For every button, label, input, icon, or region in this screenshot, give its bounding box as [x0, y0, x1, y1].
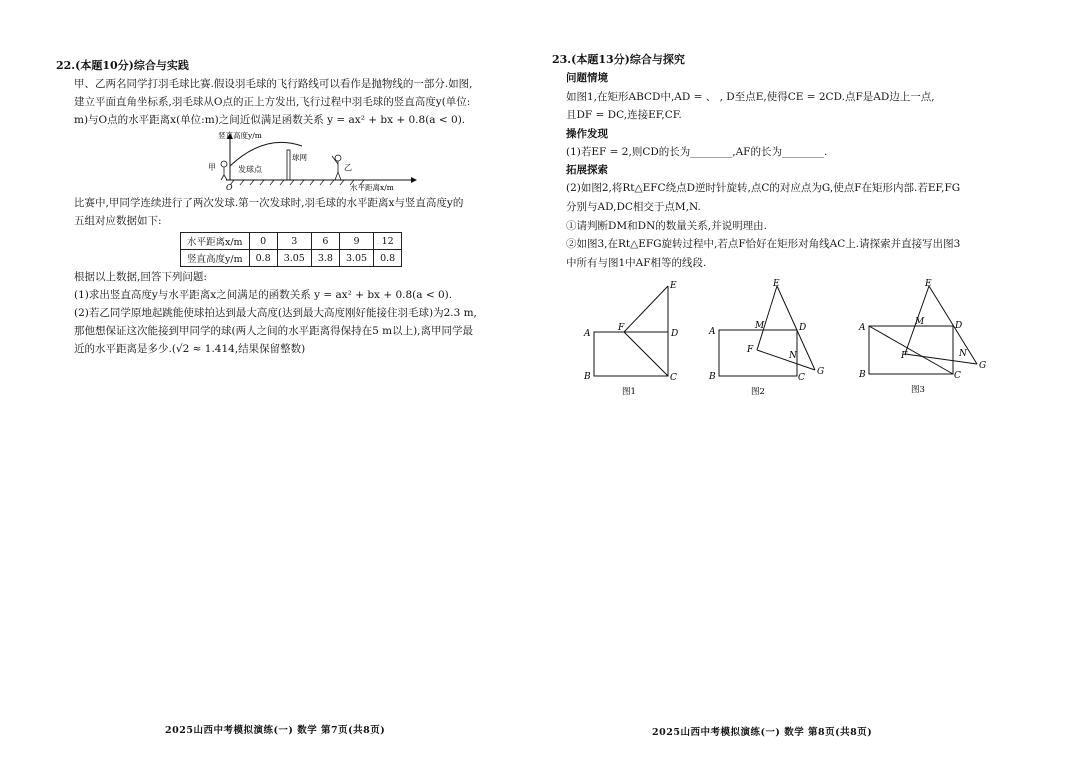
q23-para: 分别与AD,DC相交于点M,N.	[566, 201, 701, 213]
point-F: F	[747, 345, 754, 355]
table-cell: 9	[339, 233, 373, 250]
table-header-cell: 竖直高度y/m	[181, 250, 250, 267]
q22-para: (2)若乙同学原地起跳能使球拍达到最大高度(达到最大高度刚好能接住羽毛球)为2.3 m,	[74, 307, 477, 319]
table-cell: 3.05	[339, 250, 373, 267]
point-C: C	[798, 373, 805, 383]
q22-para: 甲、乙两名同学打羽毛球比赛.假设羽毛球的飞行路线可以看作是抛物线的一部分.如图,	[74, 78, 473, 90]
q22-heading: 22.(本题10分)综合与实践	[56, 59, 189, 72]
q22-para: 根据以上数据,回答下列问题:	[74, 271, 207, 283]
table-header-cell: 水平距离x/m	[181, 233, 250, 250]
table-row	[181, 250, 402, 267]
figure-2	[705, 278, 825, 398]
q22-para: 建立平面直角坐标系,羽毛球从O点的正上方发出,飞行过程中羽毛球的竖直高度y(单位:	[74, 96, 471, 108]
table-cell: 12	[374, 233, 402, 250]
label-serve-point: 发球点	[238, 165, 262, 174]
caption-fig3: 图3	[911, 385, 925, 395]
point-E: E	[925, 279, 932, 289]
table-cell: 0.8	[374, 250, 402, 267]
q23-para: ②如图3,在Rt△EFG旋转过程中,若点F恰好在矩形对角线AC上.请探索并直接写出图3	[566, 238, 961, 250]
q23-para: (2)如图2,将Rt△EFC绕点D逆时针旋转,点C的对应点为G,使点F在矩形内部.若EF,FG	[566, 182, 961, 194]
point-F: F	[901, 351, 908, 361]
table-cell: 0	[249, 233, 277, 250]
point-F: F	[618, 323, 625, 333]
q22-para: (1)求出竖直高度y与水平距离x之间满足的函数关系 y = ax² + bx + 0.8(a < 0).	[74, 289, 453, 301]
point-B: B	[584, 372, 591, 382]
point-E: E	[670, 281, 677, 291]
badminton-figure	[190, 128, 420, 192]
point-M: M	[915, 317, 925, 327]
point-D: D	[799, 323, 807, 333]
point-D: D	[671, 329, 679, 339]
label-yi: 乙	[344, 163, 352, 172]
point-D: D	[955, 321, 963, 331]
point-A: A	[584, 329, 591, 339]
footer-right: 2025山西中考模拟演练(一) 数学 第8页(共8页)	[652, 727, 873, 738]
section-title: 拓展探索	[566, 164, 608, 176]
table-cell: 3.8	[311, 250, 339, 267]
y-axis-label: 竖直高度y/m	[218, 131, 262, 140]
point-C: C	[954, 371, 961, 381]
page-8	[540, 0, 1080, 764]
label-origin: O	[226, 183, 233, 192]
point-G: G	[979, 361, 987, 371]
q22-para: 五组对应数据如下:	[74, 215, 162, 227]
table-cell: 6	[311, 233, 339, 250]
q22-para: 比赛中,甲同学连续进行了两次发球.第一次发球时,羽毛球的水平距离x与竖直高度y的	[74, 197, 464, 209]
q22-para: m)与O点的水平距离x(单位:m)之间近似满足函数关系 y = ax² + bx + 0.8(a < 0).	[74, 114, 466, 126]
point-E: E	[773, 279, 780, 289]
q23-para: 中所有与图1中AF相等的线段.	[566, 257, 707, 269]
point-A: A	[709, 327, 716, 337]
q22-para: 近的水平距离是多少.(√2 ≈ 1.414,结果保留整数)	[74, 343, 306, 355]
data-table	[180, 232, 402, 267]
q23-para: ①请判断DM和DN的数量关系,并说明理由.	[566, 220, 767, 232]
point-B: B	[709, 372, 716, 382]
point-N: N	[959, 349, 967, 359]
point-C: C	[670, 373, 677, 383]
section-title: 操作发现	[566, 128, 608, 140]
x-axis-label: 水平距离x/m	[350, 183, 394, 192]
point-A: A	[859, 323, 866, 333]
section-title: 问题情境	[566, 72, 608, 84]
point-B: B	[859, 370, 866, 380]
table-row	[181, 233, 402, 250]
q23-para: (1)若EF = 2,则CD的长为________,AF的长为________.	[566, 146, 828, 158]
table-cell: 0.8	[249, 250, 277, 267]
caption-fig1: 图1	[622, 387, 636, 397]
point-G: G	[817, 367, 825, 377]
caption-fig2: 图2	[751, 387, 765, 397]
figure-1	[580, 278, 690, 398]
table-cell: 3	[277, 233, 311, 250]
footer-left: 2025山西中考模拟演练(一) 数学 第7页(共8页)	[165, 725, 386, 736]
q23-heading: 23.(本题13分)综合与探究	[552, 53, 685, 66]
point-M: M	[755, 321, 765, 331]
point-N: N	[789, 351, 797, 361]
figure-3	[855, 278, 995, 398]
q23-para: 且DF = DC,连接EF,CF.	[566, 109, 682, 121]
q22-para: 那他想保证这次能接到甲同学的球(两人之间的水平距离得保持在5 m以上),离甲同学最	[74, 325, 474, 337]
label-net: 球网	[292, 153, 307, 162]
label-jia: 甲	[208, 163, 216, 172]
q23-para: 如图1,在矩形ABCD中,AD = 、 , D至点E,使得CE = 2CD.点F是AD边上一点,	[566, 91, 935, 103]
table-cell: 3.05	[277, 250, 311, 267]
